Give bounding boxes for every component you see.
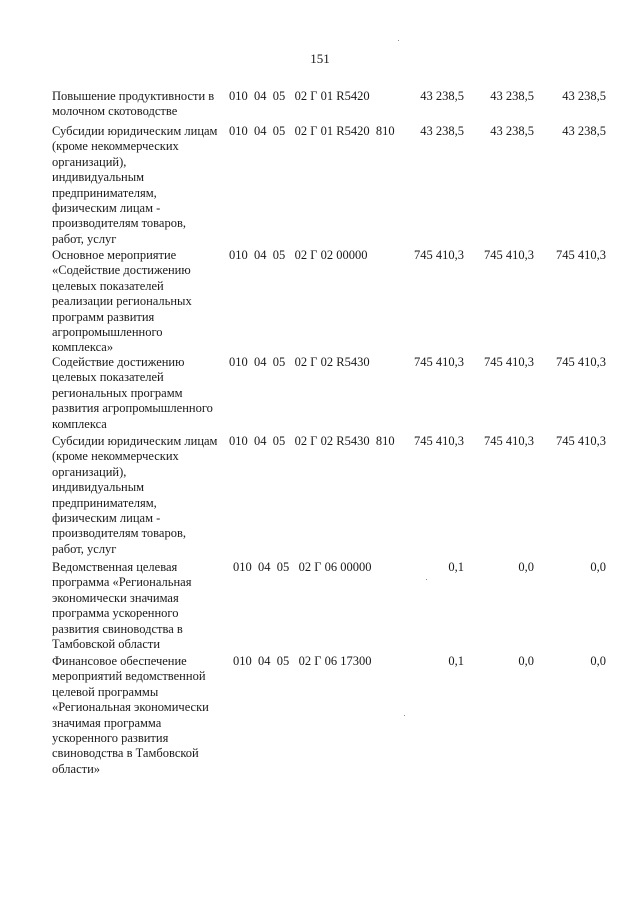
row-name-line: региональных программ [52, 385, 183, 400]
row-value-2: 745 410,3 [484, 355, 534, 369]
row-value-2: 745 410,3 [484, 434, 534, 448]
row-value-3: 0,0 [590, 654, 606, 668]
row-value-1: 43 238,5 [420, 89, 464, 103]
row-name-line: программа «Региональная [52, 575, 192, 590]
row-name-line: организаций), [52, 154, 127, 169]
row-name-line: реализации региональных [52, 294, 192, 309]
row-name-line: Субсидии юридическим лицам [52, 124, 218, 138]
scan-speck [404, 715, 405, 716]
row-value-3: 43 238,5 [562, 124, 606, 138]
row-name-line: физическим лицам - [52, 201, 161, 216]
row-name-line: работ, услуг [52, 541, 117, 556]
row-code: 010 04 05 02 Г 02 R5430 [229, 355, 370, 369]
row-value-3: 43 238,5 [562, 89, 606, 103]
row-name-line: Основное мероприятие [52, 248, 177, 262]
row-name-line: производителям товаров, [52, 526, 186, 541]
row-value-2: 0,0 [518, 654, 534, 668]
row-name-line: значимая программа [52, 715, 162, 730]
row-value-1: 0,1 [448, 654, 464, 668]
row-name-line: развития агропромышленного [52, 401, 213, 416]
row-name-line: Финансовое обеспечение [52, 654, 187, 668]
row-code: 010 04 05 02 Г 01 R5420 [229, 89, 370, 103]
row-value-1: 43 238,5 [420, 124, 464, 138]
row-name [52, 654, 230, 777]
row-name-line: ускоренного развития [52, 731, 169, 746]
row-name-line: агропромышленного [52, 325, 163, 340]
row-name-line: молочном скотоводстве [52, 104, 178, 119]
row-value-1: 745 410,3 [414, 248, 464, 262]
row-name-line: производителям товаров, [52, 216, 186, 231]
row-name-line: Повышение продуктивности в [52, 89, 215, 103]
row-name [52, 248, 230, 356]
row-value-2: 43 238,5 [490, 124, 534, 138]
row-name-line: целевых показателей [52, 278, 164, 293]
row-name-line: свиноводства в Тамбовской [52, 746, 199, 761]
row-name-line: работ, услуг [52, 231, 117, 246]
scan-speck [426, 579, 427, 580]
row-value-2: 745 410,3 [484, 248, 534, 262]
row-name-line: Тамбовской области [52, 637, 161, 652]
row-name-line: Субсидии юридическим лицам [52, 434, 218, 448]
row-code: 010 04 05 02 Г 01 R5420 810 [229, 124, 395, 138]
row-name-line: физическим лицам - [52, 511, 161, 526]
row-name-line: комплекса» [52, 340, 114, 355]
row-name-line: области» [52, 761, 101, 776]
row-name-line: комплекса [52, 416, 107, 431]
row-name-line: индивидуальным [52, 480, 145, 495]
row-name [52, 560, 230, 652]
row-name-line: целевой программы [52, 684, 159, 699]
row-name-line: программ развития [52, 309, 155, 324]
row-name-line: «Региональная экономически [52, 700, 209, 715]
row-value-1: 0,1 [448, 560, 464, 574]
row-code: 010 04 05 02 Г 02 00000 [229, 248, 368, 262]
row-name-line: целевых показателей [52, 370, 164, 385]
scan-speck [398, 40, 399, 41]
row-name-line: (кроме некоммерческих [52, 139, 179, 154]
row-value-3: 745 410,3 [556, 248, 606, 262]
row-value-2: 43 238,5 [490, 89, 534, 103]
row-name-line: предпринимателям, [52, 185, 157, 200]
row-name-line: экономически значимая [52, 590, 179, 605]
row-value-1: 745 410,3 [414, 434, 464, 448]
row-name-line: Ведомственная целевая [52, 560, 178, 574]
row-name-line: мероприятий ведомственной [52, 669, 206, 684]
row-name [52, 89, 230, 120]
row-name-line: Содействие достижению [52, 355, 185, 369]
row-name-line: предпринимателям, [52, 495, 157, 510]
page-number: 151 [310, 51, 330, 66]
row-name-line: программа ускоренного [52, 606, 179, 621]
row-name-line: «Содействие достижению [52, 263, 191, 278]
row-code: 010 04 05 02 Г 06 17300 [233, 654, 372, 668]
row-value-3: 745 410,3 [556, 434, 606, 448]
row-code: 010 04 05 02 Г 06 00000 [233, 560, 372, 574]
row-name-line: развития свиноводства в [52, 621, 183, 636]
row-name-line: индивидуальным [52, 170, 145, 185]
row-code: 010 04 05 02 Г 02 R5430 810 [229, 434, 395, 448]
row-value-3: 0,0 [590, 560, 606, 574]
row-name [52, 124, 230, 247]
row-name-line: (кроме некоммерческих [52, 449, 179, 464]
row-value-1: 745 410,3 [414, 355, 464, 369]
row-name-line: организаций), [52, 464, 127, 479]
row-value-2: 0,0 [518, 560, 534, 574]
row-name [52, 355, 230, 432]
row-value-3: 745 410,3 [556, 355, 606, 369]
row-name [52, 434, 230, 557]
